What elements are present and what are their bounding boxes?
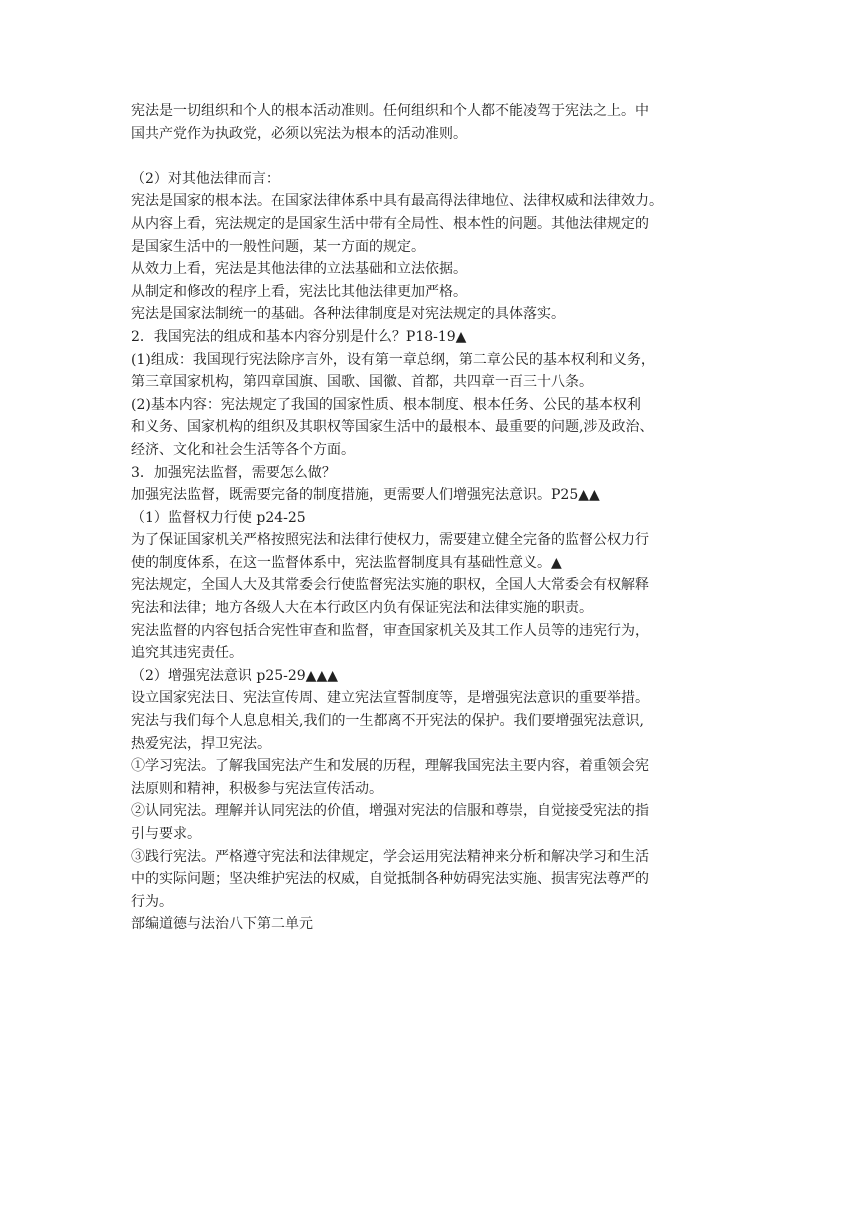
paragraph-line: 从效力上看，宪法是其他法律的立法基础和立法依据。 [131,261,467,278]
paragraph-line: 追究其违宪责任。 [131,645,243,662]
paragraph-line: 宪法和法律；地方各级人大在本行政区内负有保证宪法和法律实施的职责。 [131,600,593,617]
paragraph-line: 从制定和修改的程序上看，宪法比其他法律更加严格。 [131,283,467,300]
paragraph-line: 为了保证国家机关严格按照宪法和法律行使权力，需要建立健全完备的监督公权力行 [131,532,649,549]
paragraph-line: 第三章国家机构，第四章国旗、国歌、国徽、首都，共四章一百三十八条。 [131,374,593,391]
blank-line [131,145,731,168]
paragraph-line: 从内容上看，宪法规定的是国家生活中带有全局性、根本性的问题。其他法律规定的 [131,215,649,232]
paragraph-line: (2)基本内容：宪法规定了我国的国家性质、根本制度、根本任务、公民的基本权利 [131,396,641,413]
paragraph-line: 法原则和精神，积极参与宪法宣传活动。 [131,780,383,797]
paragraph-line: 行为。 [131,893,173,910]
paragraph-line: 国共产党作为执政党，必须以宪法为根本的活动准则。 [131,125,467,142]
paragraph-line: 使的制度体系，在这一监督体系中，宪法监督制度具有基础性意义。▲ [131,554,562,571]
paragraph-line: 经济、文化和社会生活等各个方面。 [131,441,355,458]
subsection-heading: （2）增强宪法意识 p25-29▲▲▲ [131,667,338,684]
paragraph-line: (1)组成：我国现行宪法除序言外，设有第一章总纲，第二章公民的基本权利和义务， [131,351,655,368]
paragraph-line: 宪法是国家法制统一的基础。各种法律制度是对宪法规定的具体落实。 [131,306,565,323]
subsection-heading: （1）监督权力行使 p24-25 [131,509,306,526]
section-heading: （2）对其他法律而言： [131,170,280,187]
paragraph-line: 中的实际问题；坚决维护宪法的权威，自觉抵制各种妨碍宪法实施、损害宪法尊严的 [131,871,649,888]
question-heading: 3．加强宪法监督，需要怎么做？ [131,464,336,481]
question-heading: 2．我国宪法的组成和基本内容分别是什么？P18-19▲ [131,328,467,345]
paragraph-line: 加强宪法监督，既需要完备的制度措施，更需要人们增强宪法意识。P25▲▲ [131,487,600,504]
footer-title: 部编道德与法治八下第二单元 [131,916,313,933]
paragraph-line: ①学习宪法。了解我国宪法产生和发展的历程，理解我国宪法主要内容，着重领会宪 [131,758,649,775]
paragraph-line: 宪法是一切组织和个人的根本活动准则。任何组织和个人都不能凌驾于宪法之上。中 [131,103,649,119]
paragraph-line: 引与要求。 [131,826,201,842]
paragraph-line: 和义务、国家机构的组织及其职权等国家生活中的最根本、最重要的问题,涉及政治、 [131,419,654,436]
paragraph-line: ③践行宪法。严格遵守宪法和法律规定，学会运用宪法精神来分析和解决学习和生活 [131,848,649,865]
paragraph-line: 宪法监督的内容包括合宪性审查和监督，审查国家机关及其工作人员等的违宪行为， [131,622,649,639]
paragraph-line: 宪法规定，全国人大及其常委会行使监督宪法实施的职权，全国人大常委会有权解释 [131,577,649,594]
document-page [131,100,731,936]
paragraph-line: 是国家生活中的一般性问题，某一方面的规定。 [131,238,425,255]
paragraph-line: ②认同宪法。理解并认同宪法的价值，增强对宪法的信服和尊崇，自觉接受宪法的指 [131,803,649,820]
paragraph-line: 热爱宪法，捍卫宪法。 [131,735,271,752]
paragraph-line: 宪法与我们每个人息息相关,我们的一生都离不开宪法的保护。我们要增强宪法意识, [131,713,644,730]
paragraph-line: 宪法是国家的根本法。在国家法律体系中具有最高得法律地位、法律权威和法律效力。 [131,193,663,210]
paragraph-line: 设立国家宪法日、宪法宣传周、建立宪法宣誓制度等，是增强宪法意识的重要举措。 [131,690,649,707]
